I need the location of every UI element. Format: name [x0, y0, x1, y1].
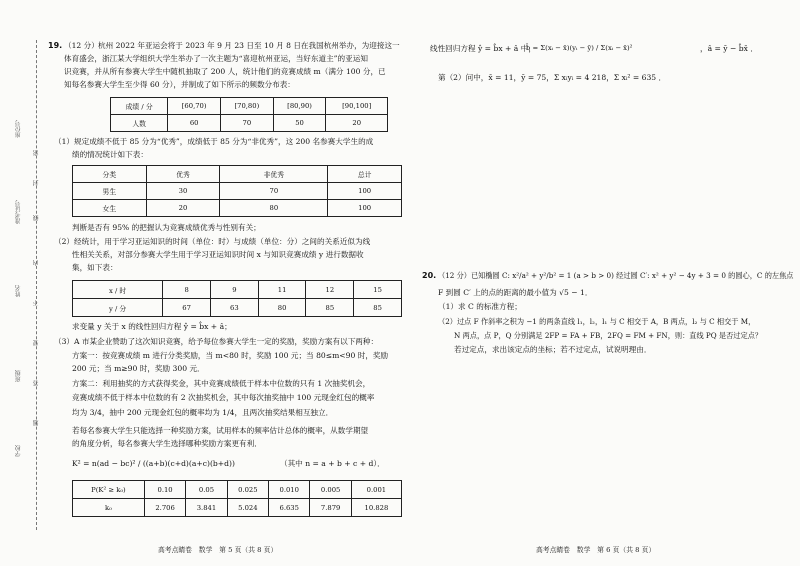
table-cell: 100	[328, 200, 402, 217]
a-hat-formula: ，â = ȳ − b̂x̄ ．	[700, 44, 758, 53]
table-cell: 85	[306, 299, 354, 317]
table-cell: 10.828	[351, 499, 401, 517]
table-cell: 50	[273, 115, 326, 132]
q19-part2-line: （2）经统计，用于学习亚运知识的时间（单位：时）与成绩（单位：分）之间的关系近似为线	[54, 237, 371, 246]
q19-part1-question: 判断是否有 95% 的把握认为竞赛成绩优秀与性别有关；	[72, 223, 261, 232]
table-cell: 8	[163, 281, 211, 299]
table-cell: 9	[210, 281, 258, 299]
class-label: 班级	[15, 370, 22, 382]
table-header: 总计	[328, 166, 402, 183]
question-score: （12 分）	[64, 41, 99, 50]
q20-line: N 两点，点 P，Q 分别满足 2FP = FA + FB，2FQ = FM + FN，则：直线 PQ 是否过定点？	[454, 331, 763, 340]
question-number: 19.	[48, 41, 63, 50]
name-label: 姓名	[15, 285, 22, 297]
table-header: 分类	[73, 166, 147, 183]
seal-char: 内	[33, 260, 40, 266]
seal-char: 题	[33, 420, 40, 426]
page-footer: 高考点睛卷 数学 第 6 页（共 8 页）	[536, 546, 656, 554]
q19-part3-line: 均为 3/4，抽中 200 元现金红包的概率均为 1/4，且两次抽奖结果相互独立．	[72, 408, 334, 417]
regression-data-table	[72, 280, 402, 317]
q19-part1-line: （1）规定成绩不低于 85 分为“优秀”，成绩低于 85 分为“非优秀”，这 200 名参赛大学生的成	[54, 137, 374, 146]
table-cell: 0.010	[269, 481, 310, 499]
table-cell: 5.024	[227, 499, 268, 517]
seat-number-label: 座位号	[15, 120, 22, 138]
table-cell: x / 时	[73, 281, 163, 299]
q20-line: （1）求 C 的标准方程；	[438, 302, 522, 311]
q19-intro-line: 杭州 2022 年亚运会将于 2023 年 9 月 23 日至 10 月 8 日在我国杭州举办，为迎接这一	[98, 41, 400, 50]
q19-intro-line: 知每名参赛大学生至少得 60 分），并制成了如下所示的频数分布表：	[64, 80, 295, 89]
seal-line	[36, 40, 37, 530]
question-number: 20.	[422, 271, 437, 280]
table-cell: 80	[220, 200, 328, 217]
table-cell: 女生	[73, 200, 147, 217]
q19-part3-line: （3）A 市某企业赞助了这次知识竞赛，给予每位参赛大学生一定的奖励，奖励方案有以下两种：	[54, 337, 379, 346]
table-cell: 70	[220, 183, 328, 200]
q20-line: 若过定点，求出该定点的坐标；若不过定点，试说明理由．	[454, 345, 652, 354]
table-cell: 7.879	[310, 499, 351, 517]
q19-part2-question: 求变量 y 关于 x 的线性回归方程 ŷ = b̂x + â；	[72, 322, 232, 331]
table-cell: 0.005	[310, 481, 351, 499]
frequency-table	[110, 97, 388, 132]
table-cell: 2.706	[144, 499, 185, 517]
table-cell: 人数	[111, 115, 168, 132]
seal-char: 封	[33, 180, 40, 186]
table-cell: 60	[168, 115, 221, 132]
table-cell: 0.025	[227, 481, 268, 499]
b-hat-formula: b̂ = Σ(xᵢ − x̄)(yᵢ − ȳ) / Σ(xᵢ − x̄)²	[526, 44, 633, 52]
regression-formula-label: 线性回归方程 ŷ = b̂x + â 中，	[430, 44, 536, 53]
table-cell: 70	[221, 115, 274, 132]
q20-line: F 到圆 C′ 上的点的距离的最小值为 √5 − 1．	[438, 288, 593, 297]
gender-table	[72, 165, 402, 217]
q19-intro-line: 识竞赛，并从所有参赛大学生中随机抽取了 200 人，统计他们的竞赛成绩 m（满分 100 分，已	[64, 67, 386, 76]
part2-given-data: 第（2）问中，x̄ = 11，ȳ = 75，Σ xᵢyᵢ = 4 218，Σ xᵢ² = 635 ．	[438, 73, 667, 82]
table-header: 成绩 / 分	[111, 98, 168, 115]
q19-intro-line: 体育盛会，浙江某大学组织大学生举办了一次主题为“喜迎杭州亚运，当好东道主”的亚运知	[64, 54, 368, 63]
q19-part3-line: 竞赛成绩不低于样本中位数的有 2 次抽奖机会，其中每次抽奖抽中 100 元现金红包的概率	[72, 393, 375, 402]
table-header: 非优秀	[220, 166, 328, 183]
table-cell: 0.05	[186, 481, 227, 499]
table-header: [90,100]	[326, 98, 388, 115]
table-cell: 30	[146, 183, 220, 200]
table-cell: 11	[258, 281, 306, 299]
table-cell: 20	[326, 115, 388, 132]
school-label: 学校	[15, 445, 22, 457]
table-header: [60,70)	[168, 98, 221, 115]
seal-char: 密	[33, 150, 40, 156]
page-6	[418, 0, 794, 566]
k2-formula-note: （其中 n = a + b + c + d）．	[280, 459, 385, 468]
table-cell: 80	[258, 299, 306, 317]
table-cell: 63	[210, 299, 258, 317]
q20-line: （12 分）已知椭圆 C: x²/a² + y²/b² = 1 (a > b > 0) 经过圆 C′: x² + y² − 4y + 3 = 0 的圆心，C 的左焦点	[438, 271, 794, 280]
seal-char: 线	[33, 215, 40, 221]
q19-part2-line: 性相关关系，对部分参赛大学生用于学习亚运知识时间 x 与知识竞赛成绩 y 进行数据收	[72, 250, 364, 259]
page-5	[48, 0, 408, 566]
exam-id-label: 准考证号	[15, 200, 22, 224]
seal-char: 要	[33, 340, 40, 346]
q19-part1-line: 绩的情况统计如下表：	[72, 150, 148, 159]
table-cell: 12	[306, 281, 354, 299]
table-cell: 6.635	[269, 499, 310, 517]
table-cell: 67	[163, 299, 211, 317]
table-cell: 85	[354, 299, 402, 317]
q19-part3-line: 方案一：按竞赛成绩 m 进行分类奖励，当 m<80 时，奖励 100 元；当 80≤m<90 时，奖励	[72, 351, 389, 360]
critical-value-table	[72, 480, 402, 517]
q19-part3-line: 方案二：利用抽奖的方式获得奖金，其中竞赛成绩低于样本中位数的只有 1 次抽奖机会，	[72, 379, 371, 388]
k2-formula: K² = n(ad − bc)² / ((a+b)(c+d)(a+c)(b+d))	[72, 459, 235, 468]
q19-part3-line: 的角度分析，每名参赛大学生选择哪种奖励方案更有利．	[72, 439, 262, 448]
table-cell: 男生	[73, 183, 147, 200]
table-header: 优秀	[146, 166, 220, 183]
table-cell: P(K² ≥ k₀)	[73, 481, 145, 499]
table-cell: 3.841	[186, 499, 227, 517]
table-cell: k₀	[73, 499, 145, 517]
table-cell: 0.001	[351, 481, 401, 499]
q19-part3-line: 200 元；当 m≥90 时，奖励 300 元．	[72, 364, 205, 373]
table-header: [80,90)	[273, 98, 326, 115]
table-cell: 0.10	[144, 481, 185, 499]
seal-char: 不	[33, 300, 40, 306]
table-cell: 15	[354, 281, 402, 299]
q20-line: （2）过点 F 作斜率之积为 −1 的两条直线 l₁，l₂，l₁ 与 C 相交于 A，B 两点，l₂ 与 C 相交于 M，	[438, 317, 756, 326]
table-cell: y / 分	[73, 299, 163, 317]
q19-part2-line: 集，如下表：	[72, 263, 118, 272]
table-header: [70,80)	[221, 98, 274, 115]
table-cell: 100	[328, 183, 402, 200]
seal-char: 答	[33, 380, 40, 386]
table-cell: 20	[146, 200, 220, 217]
q19-part3-line: 若每名参赛大学生只能选择一种奖励方案，试用样本的频率估计总体的概率，从数学期望	[72, 426, 369, 435]
page-footer: 高考点睛卷 数学 第 5 页（共 8 页）	[158, 546, 278, 554]
